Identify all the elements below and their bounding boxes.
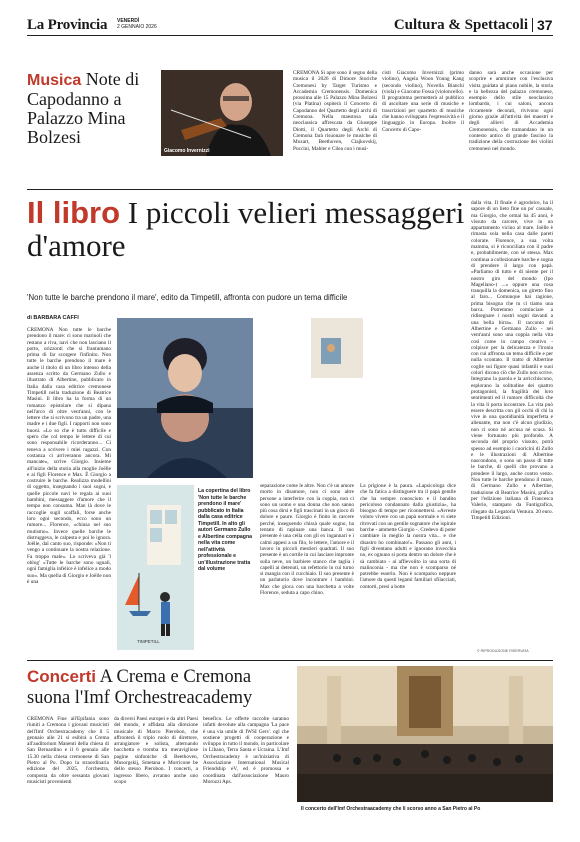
story-musica-headline [27, 70, 162, 147]
story-concerti [27, 666, 553, 826]
story-libro-title: I piccoli velieri messaggeri d'amore [27, 195, 465, 263]
story-libro-col4: dalla vita. Il finale è agrodolce, ha il sapore di un lieto fine un po' casuale, ma Giorgio, che ormai ha 45 anni, è vissuto da carcere, vive in un appartamento vicino al mare. Joëlle è rimasta sola nella casa dalle pareti colorate. Florence, a sua volta mamma, si è riconciliata con il padre e, probabilmente, con sé stessa. Max continua a collezionare barche e sogna di prendere il largo con papà. «Parliamo di tutto e di niente per il nostro giro del mondo (Ipo Magellano-) ...» oppure una cosa tranquilla la domenica, un giretto fino al faro... Comunque hai ragione, prima bisogna che tu ci tiamo una barca. Potremmo cominciare a ridisegnare i nostri sogni davanti a una bella birra». Il racconto di Albertine e Germano Zullo - nei vent'anni sono una coppia nella vita così come in campo creativo - colpisce per la delicatezza e l'ironia con cui affronta un tema difficile e per nulla scontato. Il tratto di Albertine coglie sui figure quasi infantili e suoi colori dicono ciò che Zullo non scrive. Integrano la parola e la arricchiscono, esplorano la solitudine dei quattro protagonisti, la fragilità dei loro sentimenti ed il rumore difficoltà che la vita li porta incontrare. La vita può essere descritta con gli occhi di chi la vive in una quotidianità imperfetta e alienante, ma non c'è alcun giudizio, non ci sono né accusa né scusa. Si viene fortunato più profondo. A seconda del proprio vissuto, potrà spesso ad esempio i cuoricini di Zullo e le illustrazioni di Albertine nascondono, o sono un passo di tutte le barche, di quelli che provano a prendere il largo, anche contro vento. Non tutte le barche prendono il mare, di Germano Zullo e Albertine, traduzione di Beatrice Masini, grafica per l'edizione italiana di Francesca Valerio, stampato da Fantigrafica, rilegato da Legatoria Ventura. 20 euro. Timpetill Edizioni. [471, 200, 553, 521]
story-concerti-headline [27, 666, 297, 709]
story-libro-caption: La copertina del libro 'Non tutte le barche prendono il mare' pubblicato in Italia dalla casa editrice Timpetill. In alto gli autori Germano Zullo e Albertine compagna nella vita come nell'attività professionale e un'illustrazione tratta dal volume [198, 488, 252, 572]
page-number-divider [532, 18, 533, 32]
story-libro-small-photo [311, 318, 363, 378]
story-musica-title: Note di Capodanno a Palazzo Mina Bolzesi [27, 69, 140, 147]
masthead [0, 0, 580, 46]
section-title: Cultura & Spettacoli [393, 17, 528, 33]
section-rule-2 [27, 660, 553, 661]
book-cover-illustration [117, 485, 194, 650]
story-musica-col3: danno sarà anche occasione per scoprire e ammirare con l'esclusiva visita guidata al piano nobile, la storia e la bellezza del palazzo cremonese, esempio dello stile neoclassico lombardo, i cui saloni, ancora riccamente decorati, rivivono ogni giorno grazie all'attività dei maestri e degli allievi di Accademia Cremonensis, che tramandano in un contesto antico di grande fascino la tradizione della costruzione dei violini cremonesi nel mondo. [469, 70, 553, 152]
story-musica-col1: CREMONA Si apre sono il segno della musica il 2026 di Dimore Storiche Cremonesi by Target Turismo e Accademia Cremonensis. Domenica prossima alle 15 Palazzo Mina Bolzesi (via Platina) ospiterà il Concerto di Capodanno del Quartetto degli archi di Cremona. Nella maestosa sala neoclassica affrescata da Giuseppe Diotti, il Quartetto degli Archi di Cremona farà risuonare le musiche di Mozart, Beethoven, Ciajkovskij, Puccini, Mahler e Cilea con i musi- [293, 70, 377, 152]
masthead-rule [27, 35, 553, 36]
story-concerti-photo [297, 666, 553, 816]
story-libro-col2: separazione come le altre. Non c'è un amore morto in disamore, non ci sono altre persone a interferire con la coppia, non ci sono un uomo e una donna che non sanno più cosa dirsi e figli trascinati in un gioco di dolore e paure. Giorgio è finito in carcere perché, inseguendo chissà quale sogno, ha tentato di rapinare una banca. Il suo presente è una cella con gli ex ingannari e i calmi appesi a un filo, le lettere, l'amore e il lavoro in piccoli mestieri quadrati. Il suo presente è un cortile in cui lasciare impronte sulla neve, un barbiere stanco che taglia i capelli ai detenuti, un refettorio in cui turno si mangia con il cucchiaio. Il suo presente è un parlatorio dove incontrare i bambini. Max che gioca con una barchetta a volte Florence, seduta a capo chino. [260, 483, 354, 597]
section-rule-1 [27, 189, 553, 190]
story-libro-col1: CREMONA Non tutte le barche prendono il mare: ci sono mariuoli che restano a riva, navi che non lasciano il porto, orizzonti che si frantumano prima di far scorgere l'infinito. Non tutte le barche prendono il mare è anche il titolo di un libro intenso della assenza scritto da Germano Zullo e illustrato di Albertine, pubblicato in Italia dalla casa editrice cremonese Timpetill nella traduzione di Beatrice Masini. Il libro ha la forma di un romanzo epistolare che si dipana nell'arco di oltre vent'anni, con le lettere che si scrivono tra un padre, una madre e i due figli. I rapporti non sono buoni. «Lo so che è tutto difficile e spero che col tempo le lettere di cui sono responsabile ricorderanno... Ci teneva a scrivere i miei ragazzi. Con costanza ci arriveranno ancora. Mi mancate», scrive Giorgio. Insieme all'inizio della storia alla moglie Joëlle e ai figli Florence e Max. È Giorgio a costruire le barche. Realizza modellini di oggetto, insegnando i suoi sogni, e quelle piccole navi le regala ai suoi bambini, messaggere d'amore che il tempo non consuma. Man là dove le raccoglie sugli scaffali, forse anche loro ogni secondo, ecco sono un rumore... Florence, «chiusa nel suo mutismo». Invece quelle barche le distruggeva, le calpesta e poi le ignora. Joëlle, dal canto suo, risponde: «Non ti vengo a continuare la nostra relazione. Fa troppo male». Lo scriveva già 'l oblog' «Tutte le barche sono uguali, ogni famiglia infelice è infelice a modo suo». Ma quella di Giorgio e Joëlle non è una [27, 327, 111, 585]
church-concert-photo [297, 666, 553, 816]
book-cover-publisher: TIMPETILL [137, 639, 160, 644]
story-musica [27, 70, 553, 180]
story-musica-photo-caption: Giacomo Invernizzi [164, 148, 210, 154]
story-concerti-col1: CREMONA Fine all'Epifania sono riuniti a Cremona i giovani musicisti dell'Imf Orchestracademy che il 5 gennaio alle 21 si esibirà a Crema all'auditorium Manenti della chiesa di San Bernardino e il 6 gennaio alle 15.30 nella chiesa cremonese di San Pietro al Po. Dopo la straordinaria edizione del 2025, l'orchestra, composta da oltre sessanta giovani musicisti provenienti [27, 716, 109, 785]
story-libro-authors-photo [117, 318, 253, 478]
violinist-photo [161, 70, 283, 156]
story-libro-kicker: Il libro [27, 195, 120, 230]
story-libro [27, 196, 553, 656]
story-musica-photo [161, 70, 283, 156]
sea-small-illustration [311, 318, 363, 378]
story-concerti-col3: benefico. Le offerte raccolte saranno infatti devolute alla campagna 'La pace è una via umile di IWSI Gers'. ogl che sostiene progetti di cooperazione e sviluppo in tutto il mondo, in particolare in Libano, Terra Santa e Ucraina. L'Imf Orchestracademy è un'iniziativa di Associazione International Musical Friendship eV, ed è promossa e coordinata dall'associazione Mauro Morozzi Aps. [203, 716, 289, 785]
page-number: 37 [537, 17, 553, 33]
story-libro-headline [27, 196, 467, 262]
issue-day: VENERDÌ [117, 18, 140, 24]
story-musica-kicker: Musica [27, 72, 82, 89]
authors-photo [117, 318, 253, 478]
issue-date: 2 GENNAIO 2026 [117, 24, 157, 30]
story-libro-subtitle: 'Non tutte le barche prendono il mare', edito da Timpetill, affronta con pudore un tema difficile [27, 293, 348, 302]
story-concerti-kicker: Concerti [27, 667, 96, 686]
paper-name: La Provincia [27, 17, 108, 33]
story-libro-byline: di BARBARA CAFFI [27, 315, 79, 321]
story-concerti-col2: da diversi Paesi europei e da altri Paesi del mondo, e affidata alla direzione musicale di Marco Pierobon, che affronterà il triplo ruolo di direttore, arrangiatore e solista, alternando bacchetta e tromba tra meravigliose pagine sinfoniche di Beethoven, Musorgskij, Smetana e Morricone be dello stesso Pierobon. I concerti, a ingresso libero, avranno anche uno scopo [114, 716, 198, 785]
story-libro-footer-note: © RIPRODUZIONE RISERVATA [477, 649, 529, 653]
story-musica-col2: cisti Giacomo Invernizzi (primo violino), Angela Woon Young Kang (secondo violino), Novella Bianchi (viola) e Giacomo Fossa (violoncello). Il programma permetterà al pubblico di ascoltare una serie di musiche e trascrizioni per quartetto di musiche che hanno sviluppato l'espressività e il linguaggio in Europa. Inoltre il Concerto di Capo- [382, 70, 464, 133]
story-libro-book-cover [117, 485, 194, 650]
story-concerti-photo-caption: Il concerto dell'Imf Orchestraacademy che li scorso anno a San Pietro al Po [301, 806, 481, 812]
story-concerti-title: A Crema e Cremona suona l'Imf Orchestreacademy [27, 667, 253, 708]
story-libro-col3: La prigione è la paura. «Lapsicologa dice che fa fatica a distinguere tra il papà gentile che ha sempre conosciuto e il bandito pericoloso condannato dalla giustizia», ha bisogno di tempo per riconnettersi. «Avreste voluto vivere con un papà normale e vi siete ritrovati con un gentile sognatore che ispirale barche - ammette Giorgio -. Credevo di poter cambiare in meglio la nostra vita... e che disastro ho combinato!». Passano gli anni, i figli diventano adulti e ignorano invecchia no, ex ognuno si porta dentro un dolore che è sà cambiato - ai affievolito in una sorta di malinconia - ma che non è scomparso né potrebbe esserlo. Non è scomparso neppure l'amore da questi legami familiari sfilacciati, contorti, presi a botte [360, 483, 456, 590]
